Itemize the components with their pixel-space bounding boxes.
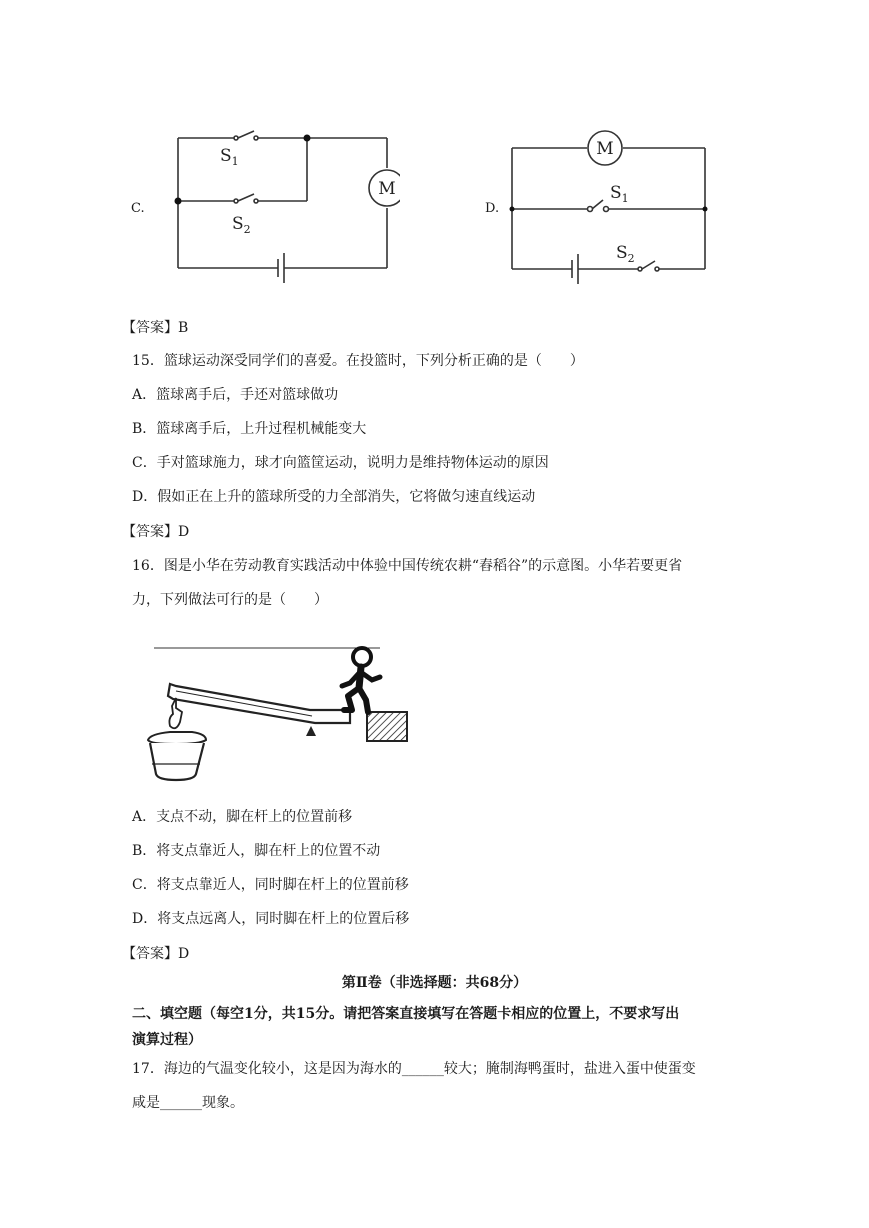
motor-symbol: M: [378, 179, 396, 199]
q15-option-c: C．手对篮球施力，球才向篮筐运动，说明力是维持物体运动的原因: [132, 455, 549, 471]
q17-line2: 咸是______现象。: [132, 1095, 244, 1111]
switch-s2-label: $S_2$: [616, 243, 635, 265]
switch-s1-label: $S_1$: [220, 146, 239, 168]
q15-option-a: A．篮球离手后，手还对篮球做功: [132, 387, 339, 403]
junction-dot: [510, 207, 515, 212]
lever-beam: [168, 684, 350, 723]
q15-option-d: D．假如正在上升的篮球所受的力全部消失，它将做匀速直线运动: [132, 489, 536, 505]
motor-symbol: M: [596, 139, 614, 159]
switch-s1-label: $S_1$: [610, 183, 629, 205]
q15-option-b: B．篮球离手后，上升过程机械能变大: [132, 421, 367, 437]
option-c-label: C.: [131, 201, 145, 216]
q16-option-a: A．支点不动，脚在杆上的位置前移: [132, 809, 353, 825]
circuit-diagram-c: [170, 128, 400, 283]
circuit-diagram-d: [505, 128, 715, 288]
part-2-title: 第Ⅱ卷（非选择题：共68分）: [341, 975, 528, 991]
option-d-label: D.: [485, 201, 500, 216]
q15-stem: 15．篮球运动深受同学们的喜爱。在投篮时，下列分析正确的是（ ）: [132, 353, 584, 369]
q16-stem-line1: 16．图是小华在劳动教育实践活动中体验中国传统农耕“舂稻谷”的示意图。小华若要更省: [132, 558, 683, 574]
junction-dot: [304, 135, 311, 142]
q16-option-d: D．将支点远离人，同时脚在杆上的位置后移: [132, 911, 410, 927]
q15-answer: 【答案】D: [122, 524, 190, 540]
q17-line1: 17．海边的气温变化较小，这是因为海水的______较大；腌制海鸭蛋时，盐进入蛋中使蛋变: [132, 1061, 696, 1077]
rice-pounding-lever-figure: [140, 640, 440, 785]
q16-option-b: B．将支点靠近人，脚在杆上的位置不动: [132, 843, 381, 859]
section-2-heading-line2: 演算过程）: [132, 1032, 202, 1048]
step-block: [367, 712, 407, 741]
q14-answer: 【答案】B: [122, 320, 189, 336]
junction-dot: [703, 207, 708, 212]
q16-option-c: C．将支点靠近人，同时脚在杆上的位置前移: [132, 877, 409, 893]
pestle: [169, 698, 182, 728]
q16-answer: 【答案】D: [122, 946, 190, 962]
switch-s2-label: $S_2$: [232, 214, 251, 236]
section-2-heading-line1: 二、填空题（每空1分，共15分。请把答案直接填写在答题卡相应的位置上，不要求写出: [132, 1006, 680, 1022]
q16-stem-line2: 力，下列做法可行的是（ ）: [132, 592, 328, 608]
fulcrum: [306, 726, 316, 736]
mortar-bowl: [150, 743, 204, 780]
junction-dot: [175, 198, 182, 205]
person-head: [353, 648, 371, 666]
